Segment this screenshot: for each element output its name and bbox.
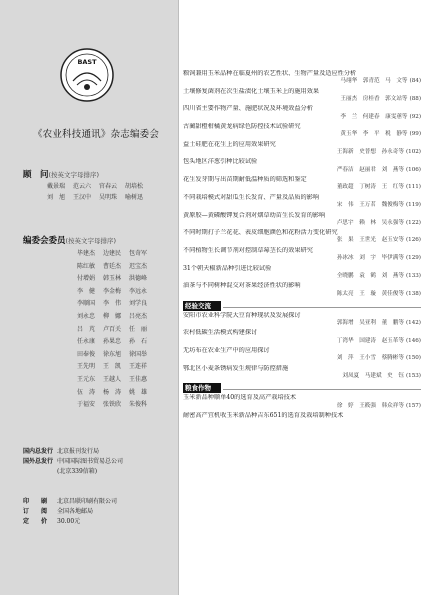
member-name: 李顺国 bbox=[77, 300, 96, 308]
toc-entry-byline bbox=[183, 403, 421, 410]
members-row bbox=[77, 273, 177, 286]
advisor-name: 王汉中 bbox=[73, 193, 92, 201]
toc-entry[interactable] bbox=[183, 158, 421, 174]
toc-entry-authors: 郭海增 吴亚利 董 鹏等 bbox=[336, 320, 404, 327]
toc-entry-authors: 宋 伟 王万茗 魏俊梅等 bbox=[336, 202, 404, 209]
member-name: 伍 涛 bbox=[77, 388, 96, 396]
toc-entry-page: (106) bbox=[405, 166, 421, 173]
member-name: 王连祥 bbox=[129, 363, 148, 371]
member-name: 杨 涛 bbox=[103, 388, 122, 396]
member-name: 洪德峰 bbox=[129, 275, 148, 283]
toc-entry-title: 耐密高产宜机收玉米新品种吉东651的选育及栽培制种技术 bbox=[183, 412, 344, 419]
member-name: 柳 娜 bbox=[103, 312, 122, 320]
foreign-value: 中国国际图书贸易总公司 bbox=[57, 458, 124, 465]
advisors-list bbox=[47, 182, 177, 203]
journal-title: 《农业科技通讯》杂志编委会 bbox=[32, 129, 160, 140]
toc-entry-title: 土壤修复菌剂在次生盐渍化土壤玉米上的施用效果 bbox=[183, 87, 320, 95]
member-name: 刘永忠 bbox=[77, 312, 96, 320]
toc-entry-page: (153) bbox=[405, 373, 421, 380]
members-row bbox=[77, 336, 177, 349]
members-row bbox=[77, 349, 177, 362]
member-name: 毕建杰 bbox=[77, 250, 96, 257]
member-name: 边建民 bbox=[103, 250, 122, 257]
toc-entry-byline bbox=[183, 202, 421, 209]
bast-logo bbox=[59, 47, 115, 103]
section-rule bbox=[223, 389, 421, 390]
toc-entry-byline bbox=[183, 273, 421, 280]
toc-entry-title: 粮饲兼用玉米品种在临夏州的农艺性状、生物产量及适应性分析 bbox=[183, 70, 357, 77]
domestic-value: 北京报刊发行局 bbox=[57, 448, 100, 455]
domestic-label: 国内总发行 bbox=[23, 448, 54, 455]
toc-entry-authors: 刘 萍 王小雪 蔡腾彬等 bbox=[336, 355, 404, 362]
toc-entry-title: 玉米新品种顺单40的选育及高产栽培技术 bbox=[183, 394, 297, 402]
printing-label: 印 刷 bbox=[23, 498, 48, 505]
toc-entry-page: (88) bbox=[409, 95, 421, 102]
toc-entry-title: 益土硅肥在花生上的应用效果研究 bbox=[183, 140, 276, 148]
toc-entry-page: (102) bbox=[405, 149, 421, 156]
toc-entry-title: 不同栽培模式对甜瓜生长发育、产量及品质的影响 bbox=[183, 193, 320, 201]
toc-entry-authors: 孙冰冰 刘 宇 毕伊满等 bbox=[336, 255, 404, 262]
toc-entry-byline bbox=[183, 184, 421, 191]
toc-entry-authors: 董政超 丁树涛 王 红等 bbox=[336, 184, 404, 191]
publication-info-distribution bbox=[23, 447, 173, 477]
toc-entry-authors: 张 果 王世光 赵玉安等 bbox=[336, 237, 404, 244]
members-row bbox=[77, 298, 177, 311]
toc-entry-byline bbox=[183, 167, 421, 174]
toc-entry[interactable] bbox=[183, 70, 421, 86]
toc-entry-page: (157) bbox=[405, 402, 421, 409]
toc-entry-title: 花生发芽期与出苗期耐低温种质的筛选和鉴定 bbox=[183, 176, 307, 184]
foreign-extra: (北京339信箱) bbox=[57, 468, 98, 475]
member-name: 孙果忠 bbox=[103, 338, 122, 346]
toc-entry-title: 包头地区洋葱引种比较试验 bbox=[183, 158, 258, 166]
toc-entry-page: (119) bbox=[405, 202, 421, 209]
section-heading-experience: 经验交流 bbox=[183, 301, 221, 311]
members-row bbox=[77, 374, 177, 387]
member-name: 任 丽 bbox=[129, 325, 148, 333]
advisor-name: 戴景瑞 bbox=[47, 183, 66, 190]
advisors-heading bbox=[23, 168, 99, 180]
toc-entry-title: 鄂北区小麦条锈病发生规律与防控措施 bbox=[183, 364, 289, 372]
member-name: 迟宝杰 bbox=[129, 262, 148, 270]
toc-entry-byline bbox=[183, 96, 421, 103]
member-name: 田奉俊 bbox=[77, 350, 96, 358]
advisors-heading-label: 顾 问 bbox=[23, 170, 49, 180]
toc-group-c bbox=[183, 394, 421, 420]
toc-entry[interactable] bbox=[183, 365, 421, 381]
toc-group-a bbox=[183, 70, 421, 298]
toc-entry-page: (99) bbox=[409, 131, 421, 138]
toc-entry[interactable] bbox=[183, 329, 421, 345]
publication-info-print bbox=[23, 497, 173, 527]
toc-entry-byline bbox=[183, 255, 421, 262]
advisors-row bbox=[47, 182, 177, 193]
toc-entry-byline bbox=[183, 338, 421, 345]
member-name: 王先明 bbox=[77, 363, 96, 371]
toc-entry-authors: 严春洁 赵丽君 刘 燕等 bbox=[336, 166, 404, 173]
toc-entry-title: 31个朝天椒新品种引进比较试验 bbox=[183, 264, 272, 272]
toc-entry-authors: 卢思宇 赖 林 吴永强等 bbox=[336, 219, 404, 226]
toc-entry[interactable] bbox=[183, 282, 421, 298]
toc-entry[interactable] bbox=[183, 141, 421, 157]
toc-entry-authors: 丁湾华 国建涛 赵玉革等 bbox=[336, 337, 404, 344]
advisor-name: 胡培松 bbox=[125, 183, 144, 190]
member-name: 王越人 bbox=[103, 375, 122, 383]
toc-entry-title: 不同时期打子兰花花、表皮细胞颜色和花粉活力变化研究 bbox=[183, 229, 338, 237]
toc-entry-byline bbox=[183, 78, 421, 85]
member-name: 刘学良 bbox=[129, 300, 148, 308]
ordering-label: 订 阅 bbox=[23, 508, 48, 515]
toc-entry[interactable] bbox=[183, 312, 421, 328]
toc-entry[interactable] bbox=[183, 123, 421, 139]
member-name: 任永康 bbox=[77, 338, 96, 346]
members-row bbox=[77, 387, 177, 400]
toc-entry-title: 安阳市农业科学院大豆育种现状及发展探讨 bbox=[183, 311, 301, 319]
member-name: 李金梅 bbox=[103, 287, 122, 295]
ordering-value: 全国各地邮局 bbox=[57, 508, 94, 515]
member-name: 李 伟 bbox=[103, 300, 122, 308]
price-value: 30.00元 bbox=[57, 518, 81, 525]
advisors-row bbox=[47, 193, 177, 204]
advisor-name: 刘 旭 bbox=[47, 193, 66, 201]
toc-entry-authors: 全晓鹏 袁 鹤 刘 燕等 bbox=[336, 272, 404, 279]
toc-entry-page: (129) bbox=[405, 255, 421, 262]
member-name: 姚 雄 bbox=[129, 388, 148, 396]
ordering bbox=[23, 507, 173, 517]
toc-entry-title: 油茶与不同树种混交对茶果经济性状的影响 bbox=[183, 282, 301, 290]
printing bbox=[23, 497, 173, 507]
toc-entry-title: 古蔺甜橙柑橘黄龙病绿色防控技术试验研究 bbox=[183, 123, 301, 131]
toc-entry-authors: 陈太亮 王 璇 黄佳俊等 bbox=[336, 290, 404, 297]
member-name: 曹廷杰 bbox=[103, 262, 122, 270]
member-name: 于福安 bbox=[77, 401, 96, 409]
toc-entry-page: (84) bbox=[409, 78, 421, 85]
toc-entry[interactable] bbox=[183, 229, 421, 245]
members-row bbox=[77, 248, 177, 261]
price bbox=[23, 517, 173, 527]
toc-entry-page: (126) bbox=[405, 237, 421, 244]
members-row bbox=[77, 286, 177, 299]
members-heading-label: 编委会委员 bbox=[23, 236, 66, 246]
toc-entry-byline bbox=[183, 114, 421, 121]
toc-entry-authors: 黄玉华 李 平 税 静等 bbox=[340, 131, 408, 138]
advisor-name: 官春云 bbox=[99, 183, 118, 190]
toc-entry[interactable] bbox=[183, 105, 421, 121]
members-row bbox=[77, 324, 177, 337]
toc-entry-page: (142) bbox=[405, 320, 421, 327]
section-heading-grain-crops: 粮食作物 bbox=[183, 383, 221, 393]
domestic-distribution bbox=[23, 447, 173, 457]
toc-entry-title: 农村低碳生活模式构建探讨 bbox=[183, 329, 258, 337]
member-name: 王 凯 bbox=[103, 363, 122, 371]
toc-entry-page: (146) bbox=[405, 337, 421, 344]
member-name: 卢百关 bbox=[103, 325, 122, 333]
toc-entry-page: (150) bbox=[405, 355, 421, 362]
toc-entry-page: (111) bbox=[405, 184, 421, 191]
member-name: 王佳惠 bbox=[129, 375, 148, 383]
toc-entry-byline bbox=[183, 220, 421, 227]
member-name: 王元东 bbox=[77, 375, 96, 383]
advisor-name: 吴明珠 bbox=[99, 193, 118, 201]
toc-entry-authors: 刘凤夏 马建斌 史 钰 bbox=[342, 373, 404, 380]
advisor-name: 喻树迅 bbox=[125, 193, 144, 201]
member-name: 徐东旭 bbox=[103, 350, 122, 358]
member-name: 朱俊科 bbox=[129, 401, 148, 409]
toc-entry-authors: 徐 婷 王筱强 韩众祥等 bbox=[336, 402, 404, 409]
toc-entry[interactable] bbox=[183, 212, 421, 228]
member-name: 吕亮杰 bbox=[129, 312, 148, 320]
toc-entry-authors: 王丽杰 房桂香 郭文站等 bbox=[340, 95, 408, 102]
editorial-board-panel bbox=[0, 0, 178, 595]
member-name: 付增娟 bbox=[77, 275, 96, 283]
toc-entry-page: (92) bbox=[409, 113, 421, 120]
toc-group-b bbox=[183, 312, 421, 381]
table-of-contents bbox=[183, 70, 421, 422]
toc-entry-title: 无坊布在农业生产中的应用探讨 bbox=[183, 347, 270, 355]
toc-entry-byline bbox=[183, 149, 421, 156]
advisor-name: 范云六 bbox=[73, 183, 92, 190]
member-name: 张铁欣 bbox=[103, 401, 122, 409]
toc-entry[interactable] bbox=[183, 265, 421, 281]
toc-entry-title: 不同植物生长调节剂对控制草莓茎长的效果研究 bbox=[183, 246, 313, 254]
member-name: 包奇军 bbox=[129, 250, 148, 257]
logo-text: BAST bbox=[77, 58, 97, 66]
member-name: 徐国举 bbox=[129, 350, 148, 358]
toc-entry-authors: 李 兰 何建春 康雯蕙等 bbox=[340, 113, 408, 120]
members-list bbox=[77, 248, 177, 412]
section-rule bbox=[223, 307, 421, 308]
toc-entry-byline bbox=[183, 373, 421, 380]
toc-entry-authors: 王海新 史普想 孙永奇等 bbox=[336, 149, 404, 156]
advisors-note: (按英文字母排序) bbox=[48, 171, 100, 179]
toc-entry[interactable] bbox=[183, 412, 421, 420]
column-divider bbox=[178, 0, 179, 595]
members-row bbox=[77, 399, 177, 412]
members-row bbox=[77, 311, 177, 324]
member-name: 李远永 bbox=[129, 287, 148, 295]
toc-entry[interactable] bbox=[183, 347, 421, 363]
foreign-distribution bbox=[23, 457, 173, 467]
foreign-label: 国外总发行 bbox=[23, 458, 54, 465]
member-name: 孙 石 bbox=[129, 338, 148, 346]
toc-entry-page: (138) bbox=[405, 290, 421, 297]
toc-entry[interactable] bbox=[183, 194, 421, 210]
member-name: 吕 芃 bbox=[77, 325, 96, 333]
toc-entry[interactable] bbox=[183, 394, 421, 410]
members-note: (按英文字母排序) bbox=[65, 237, 117, 245]
toc-entry-page: (122) bbox=[405, 219, 421, 226]
member-name: 李 健 bbox=[77, 287, 96, 295]
toc-entry-title: 黄原胶—黄磷酸钾复合剂对烟草幼苗生长发育的影响 bbox=[183, 211, 326, 219]
toc-entry-byline bbox=[183, 355, 421, 362]
toc-entry[interactable] bbox=[183, 247, 421, 263]
price-label: 定 价 bbox=[23, 518, 48, 525]
members-row bbox=[77, 361, 177, 374]
toc-entry-byline bbox=[183, 291, 421, 298]
toc-entry[interactable] bbox=[183, 88, 421, 104]
toc-entry-byline bbox=[183, 320, 421, 327]
toc-entry-byline bbox=[183, 131, 421, 138]
toc-entry[interactable] bbox=[183, 176, 421, 192]
printing-value: 北京昌联印刷有限公司 bbox=[57, 498, 118, 505]
member-name: 韩玉林 bbox=[103, 275, 122, 283]
toc-entry-page: (133) bbox=[405, 272, 421, 279]
members-heading bbox=[23, 234, 116, 246]
toc-entry-byline bbox=[183, 237, 421, 244]
member-name: 陈红敏 bbox=[77, 262, 96, 270]
members-row bbox=[77, 261, 177, 274]
toc-entry-authors: 马翊华 郭青范 马 文等 bbox=[340, 78, 408, 85]
toc-entry-title: 四川省主要作物产量、施肥状况及环境效益分析 bbox=[183, 105, 313, 113]
